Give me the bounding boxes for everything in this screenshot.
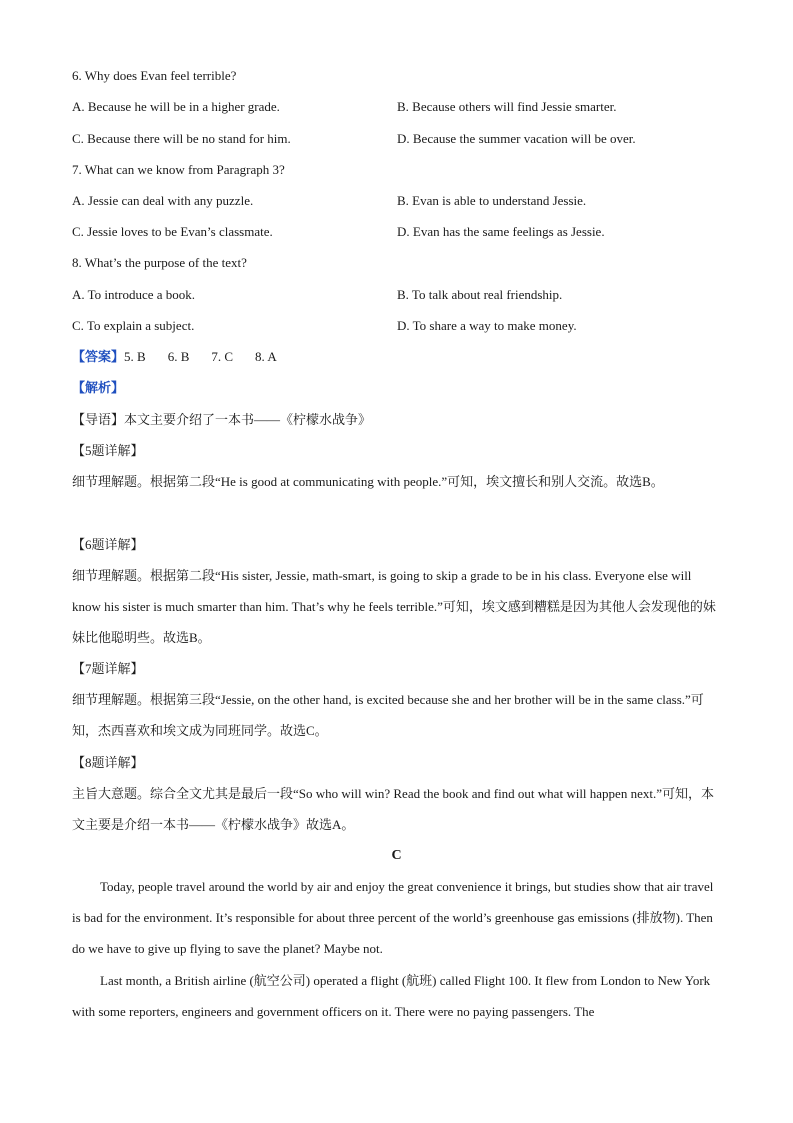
question-7-option-a: A. Jessie can deal with any puzzle. [72,193,254,208]
question-8-option-c: C. To explain a subject. [72,318,195,333]
answer-item: 8. A [255,349,277,364]
guide-line: 【导语】本文主要介绍了一本书——《柠檬水战争》 [72,412,372,427]
question-8-stem: 8. What’s the purpose of the text? [72,255,247,270]
answer-item: 5. B [124,349,146,364]
answer-item: 7. C [211,349,234,364]
detail-5-heading: 【5题详解】 [72,443,144,458]
detail-7-text: 细节理解题。根据第三段“Jessie, on the other hand, is excited because she and her brother will be in the same class.”可知，杰西喜欢和埃文成为同班同学。故选C。 [72,692,704,739]
answer-label: 【答案】 [72,349,125,364]
question-8-option-d: D. To share a way to make money. [397,318,577,333]
detail-8-heading: 【8题详解】 [72,755,144,770]
question-7-option-c: C. Jessie loves to be Evan’s classmate. [72,224,273,239]
answer-item: 6. B [167,349,190,364]
passage-paragraph-1: Today, people travel around the world by air and enjoy the great convenience it brings, but studies show that air travel is bad for the environment. It’s responsible for about three percent of the world’s greenhouse gas emissions (排放物). Then do we have to give up flying to save the planet? Maybe not. [72,879,714,957]
passage-paragraph-2: Last month, a British airline (航空公司) operated a flight (航班) called Flight 100. It flew from London to New York with some reporters, engineers and government officers on it. There were no paying passengers. The [72,973,711,1020]
question-8-option-b: B. To talk about real friendship. [397,287,563,302]
detail-8-text: 主旨大意题。综合全文尤其是最后一段“So who will win? Read the book and find out what will happen next.”可知，本文主要是介绍一本书——《柠檬水战争》故选A。 [72,786,714,833]
question-7-stem: 7. What can we know from Paragraph 3? [72,162,285,177]
question-8-option-a: A. To introduce a book. [72,287,196,302]
answer-line [72,349,277,365]
question-7-option-b: B. Evan is able to understand Jessie. [397,193,587,208]
section-title: C [391,848,402,863]
question-7-option-d: D. Evan has the same feelings as Jessie. [397,224,605,239]
detail-6-heading: 【6题详解】 [72,537,144,552]
question-6-option-a: A. Because he will be in a higher grade. [72,99,280,114]
question-6-option-d: D. Because the summer vacation will be over. [397,131,636,146]
analysis-label: 【解析】 [72,380,125,395]
question-6-option-c: C. Because there will be no stand for him. [72,131,291,146]
question-6-stem: 6. Why does Evan feel terrible? [72,68,237,83]
detail-6-text: 细节理解题。根据第二段“His sister, Jessie, math-smart, is going to skip a grade to be in his class. Everyone else will know his sister is much smarter than him. That’s why he feels terrible.”可知，埃文感到糟糕是因为其他人会发现他的妹妹比他聪明些。故选B。 [72,568,716,646]
detail-5-text: 细节理解题。根据第二段“He is good at communicating with people.”可知，埃文擅长和别人交流。故选B。 [72,474,664,489]
question-6-option-b: B. Because others will find Jessie smarter. [397,99,617,114]
detail-7-heading: 【7题详解】 [72,661,144,676]
